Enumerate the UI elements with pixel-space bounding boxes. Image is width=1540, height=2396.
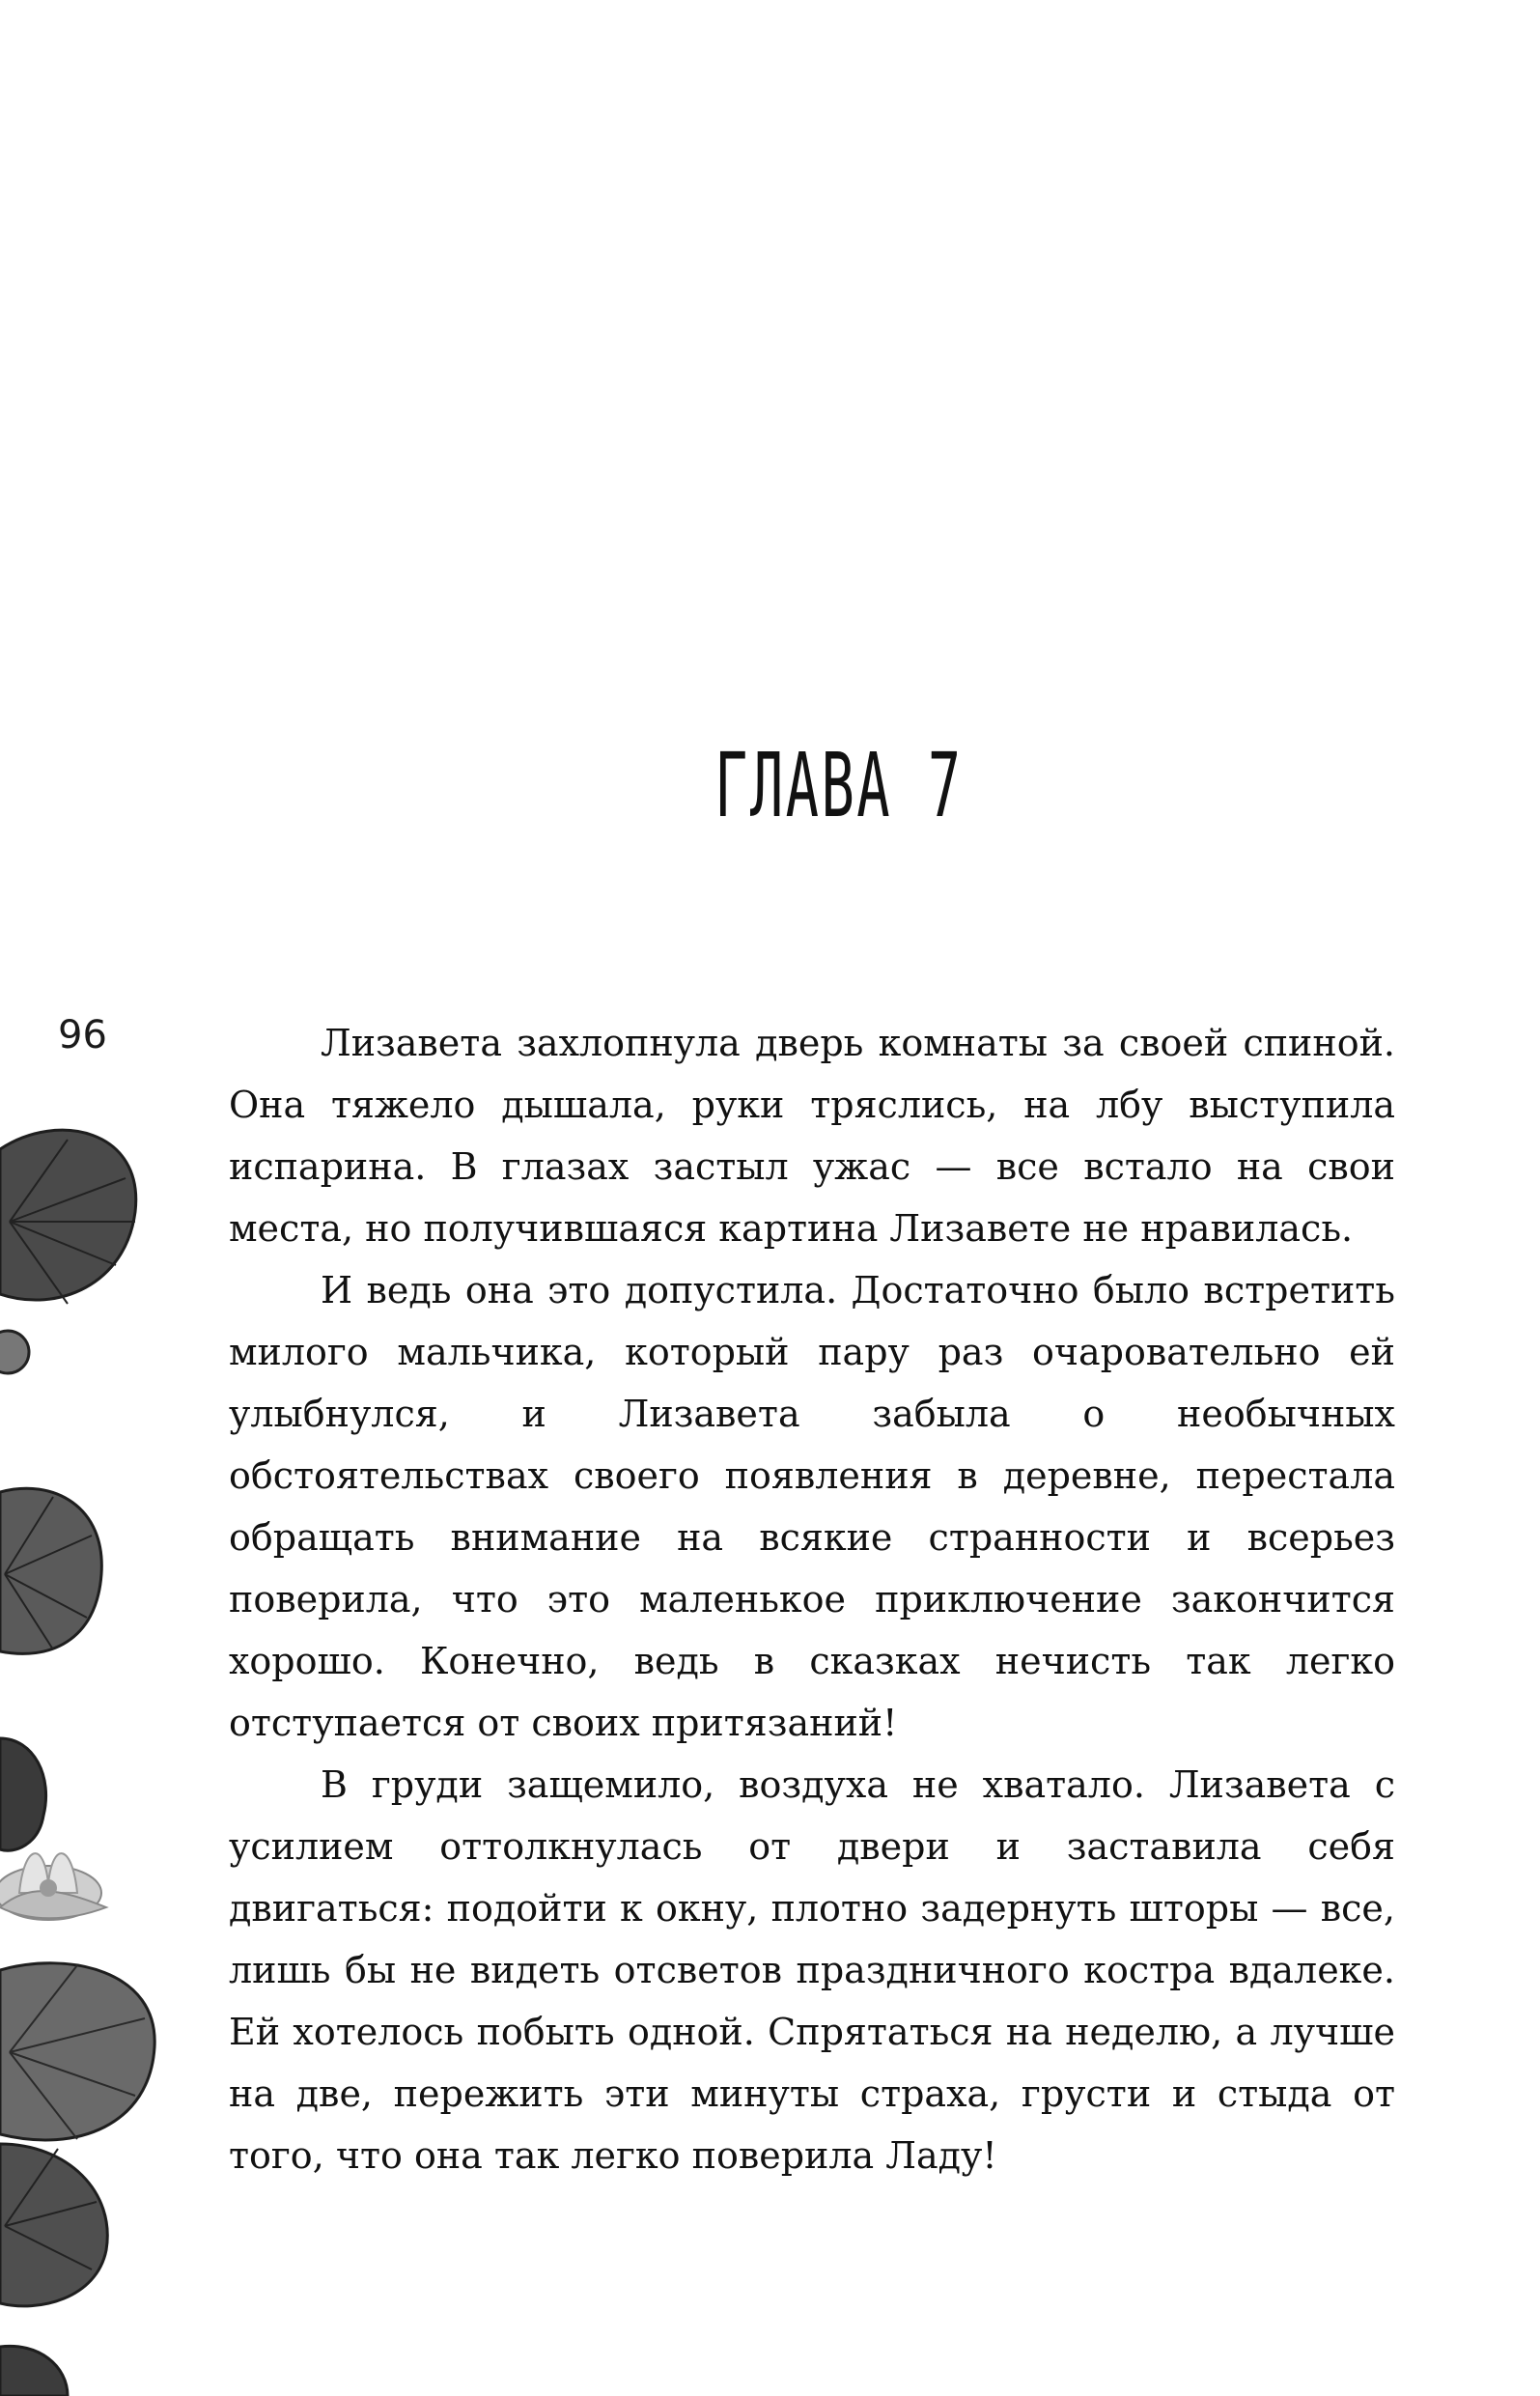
paragraph: И ведь она это допустила. Достаточно было встретить милого мальчика, который пару раз очаровательно ей улыбнулся, и Лизавета забыла о необычных обстоятельствах своего появления в деревне, перестала обращать внимание на всякие странности и всерьез поверила, что это маленькое приключение закончится хорошо. Конечно, ведь в сказках нечисть так легко отступается от своих притязаний! [229, 1269, 1395, 1744]
lily-pad [0, 1130, 136, 1304]
lily-flower [0, 1853, 106, 1920]
page-number: 96 [58, 1013, 107, 1057]
lily-pad [0, 1963, 154, 2140]
chapter-text [229, 1012, 1395, 2186]
chapter-title: ГЛАВА 7 [714, 734, 964, 837]
lily-pad [0, 2144, 107, 2306]
paragraph: Лизавета захлопнула дверь комнаты за своей спиной. Она тяжело дышала, руки тряслись, на лбу выступила испарина. В глазах застыл ужас — все встало на свои места, но получившаяся картина Лизавете не нравилась. [229, 1022, 1395, 1250]
lily-pad [0, 1488, 101, 1653]
paragraph: В груди защемило, воздуха не хватало. Лизавета с усилием оттолкнулась от двери и заставила себя двигаться: подойти к окну, плотно задернуть шторы — все, лишь бы не видеть отсветов праздничного костра вдалеке. Ей хотелось побыть одной. Спрятаться на неделю, а лучше на две, пережить эти минуты страха, грусти и стыда от того, что она так легко поверила Ладу! [229, 1763, 1395, 2177]
water-lily-icon [0, 1120, 193, 2396]
